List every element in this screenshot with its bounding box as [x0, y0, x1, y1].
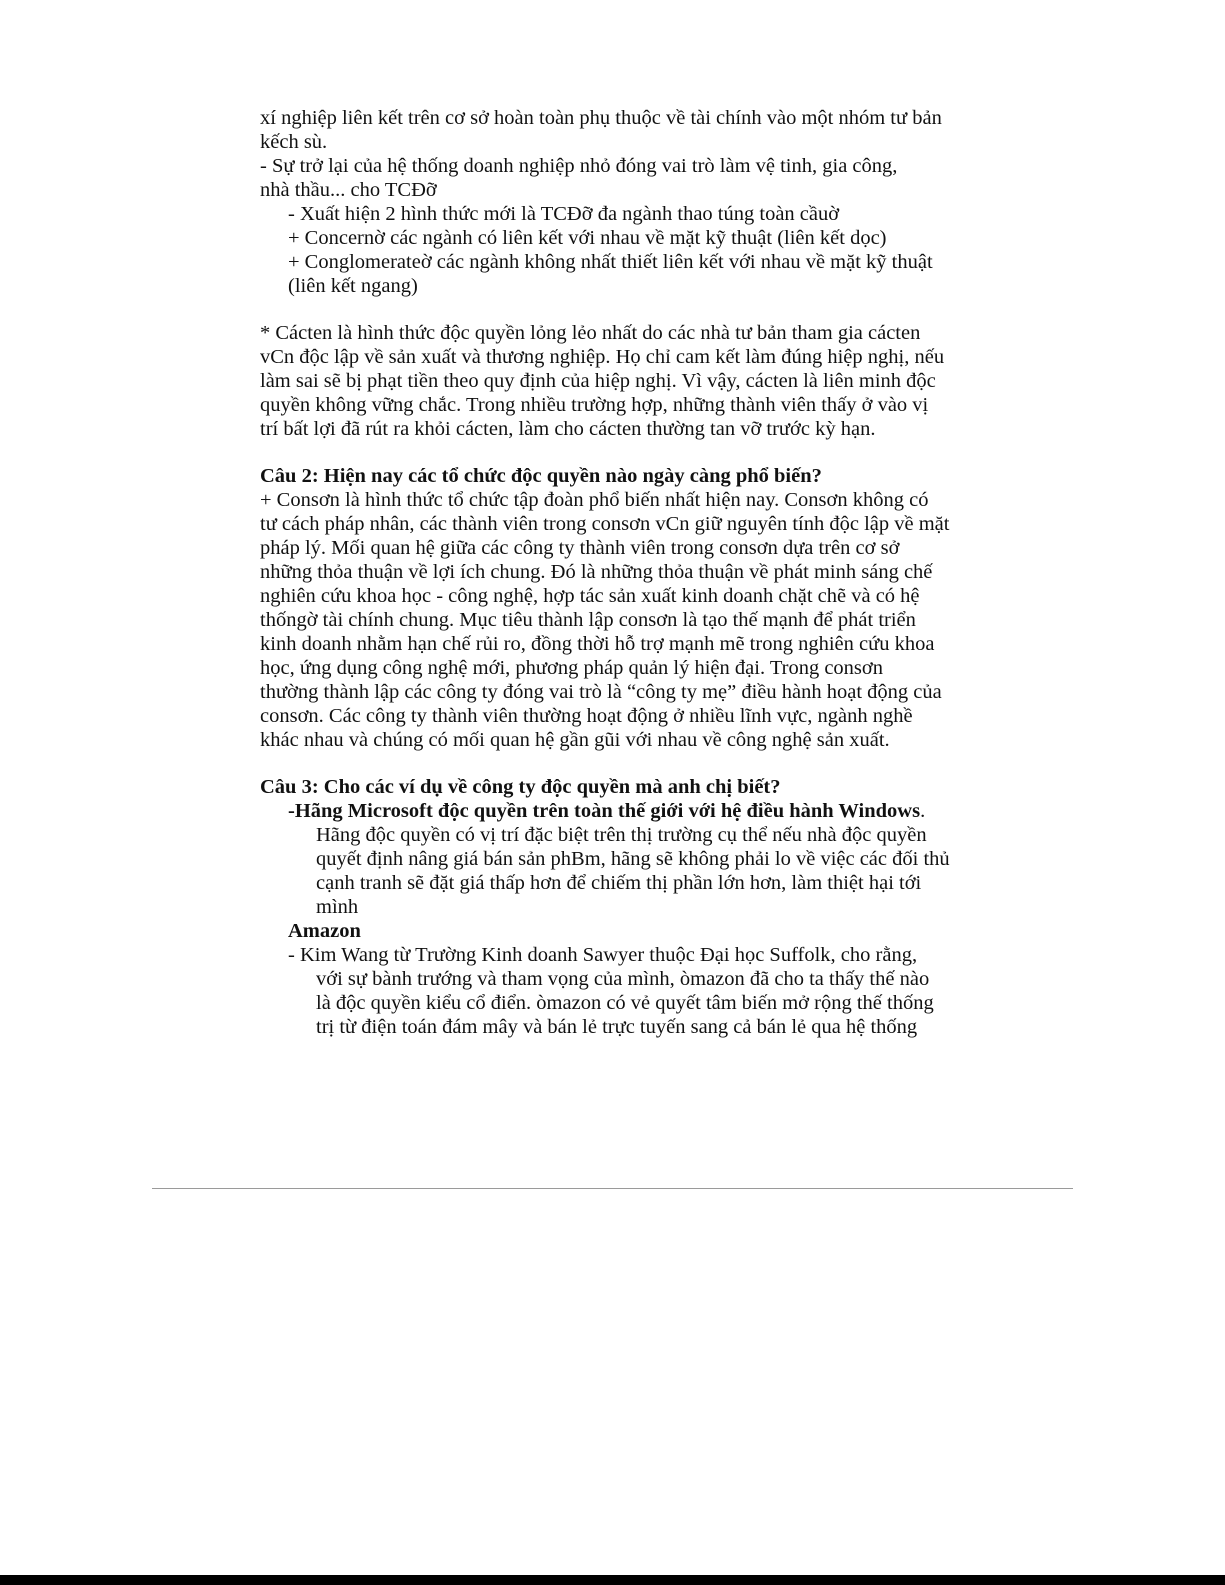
text-line: cạnh tranh sẽ đặt giá thấp hơn để chiếm thị phần lớn hơn, làm thiệt hại tới — [316, 872, 922, 894]
text-line: nghiên cứu khoa học - công nghệ, hợp tác sản xuất kinh doanh chặt chẽ và có hệ — [260, 585, 920, 607]
paragraph-gap — [260, 298, 980, 321]
text-line: + Consơn là hình thức tổ chức tập đoàn phổ biến nhất hiện nay. Consơn không có — [260, 489, 929, 511]
text-line: trị từ điện toán đám mây và bán lẻ trực tuyến sang cả bán lẻ qua hệ thống — [316, 1016, 918, 1038]
text-line: nhà thầu... cho TCĐỡ — [260, 179, 437, 201]
text-line: trí bất lợi đã rút ra khỏi cácten, làm cho cácten thường tan vỡ trước kỳ hạn. — [260, 418, 876, 440]
text-line: - Sự trở lại của hệ thống doanh nghiệp nhỏ đóng vai trò làm vệ tinh, gia công, — [260, 155, 898, 177]
microsoft-heading: -Hãng Microsoft độc quyền trên toàn thế giới với hệ điều hành Windows — [288, 800, 921, 822]
question-heading: Câu 3: Cho các ví dụ về công ty độc quyền mà anh chị biết? — [260, 776, 781, 798]
text-line: quyết định nâng giá bán sản phBm, hãng sẽ không phải lo về việc các đối thủ — [316, 848, 950, 870]
text-line: thốngờ tài chính chung. Mục tiêu thành lập consơn là tạo thế mạnh để phát triển — [260, 609, 916, 631]
text-line: xí nghiệp liên kết trên cơ sở hoàn toàn phụ thuộc về tài chính vào một nhóm tư bản — [260, 107, 942, 129]
text-line: làm sai sẽ bị phạt tiền theo quy định của hiệp nghị. Vì vậy, cácten là liên minh độc — [260, 370, 936, 392]
text-line: + Concernờ các ngành có liên kết với nhau về mặt kỹ thuật (liên kết dọc) — [288, 227, 887, 249]
text-line: pháp lý. Mối quan hệ giữa các công ty thành viên trong consơn dựa trên cơ sở — [260, 537, 900, 559]
text-line: tư cách pháp nhân, các thành viên trong consơn vCn giữ nguyên tính độc lập về mặt — [260, 513, 950, 535]
paragraph-gap — [260, 752, 980, 775]
text-line: mình — [316, 896, 359, 918]
text-line: * Cácten là hình thức độc quyền lỏng lẻo nhất do các nhà tư bản tham gia cácten — [260, 322, 921, 344]
text-line: (liên kết ngang) — [288, 275, 418, 297]
amazon-heading: Amazon — [288, 920, 361, 942]
text-line: - Xuất hiện 2 hình thức mới là TCĐỡ đa ngành thao túng toàn cầuờ — [288, 203, 840, 225]
text-line: + Conglomerateờ các ngành không nhất thiết liên kết với nhau về mặt kỹ thuật — [288, 251, 933, 273]
bottom-edge-bar — [0, 1575, 1225, 1585]
text-line: quyền không vững chắc. Trong nhiều trường hợp, những thành viên thấy ở vào vị — [260, 394, 929, 416]
text-line: khác nhau và chúng có mối quan hệ gần gũi với nhau về công nghệ sản xuất. — [260, 729, 890, 751]
text-line: vCn độc lập về sản xuất và thương nghiệp. Họ chỉ cam kết làm đúng hiệp nghị, nếu — [260, 346, 945, 368]
text-line: học, ứng dụng công nghệ mới, phương pháp quản lý hiện đại. Trong consơn — [260, 657, 883, 679]
text-line: là độc quyền kiểu cổ điển. òmazon có vẻ quyết tâm biến mở rộng thế thống — [316, 992, 934, 1014]
text-line: thường thành lập các công ty đóng vai trò là “công ty mẹ” điều hành hoạt động của — [260, 681, 942, 703]
text-line: Hãng độc quyền có vị trí đặc biệt trên thị trường cụ thể nếu nhà độc quyền — [316, 824, 927, 846]
question-heading: Câu 2: Hiện nay các tổ chức độc quyền nào ngày càng phổ biến? — [260, 465, 822, 487]
text-line: consơn. Các công ty thành viên thường hoạt động ở nhiều lĩnh vực, ngành nghề — [260, 705, 913, 727]
page-divider — [152, 1188, 1073, 1189]
paragraph-gap — [260, 441, 980, 464]
text-line: kếch sù. — [260, 131, 328, 153]
text-line: với sự bành trướng và tham vọng của mình, òmazon đã cho ta thấy thế nào — [316, 968, 930, 990]
text-line: - Kim Wang từ Trường Kinh doanh Sawyer thuộc Đại học Suffolk, cho rằng, — [288, 944, 918, 966]
text-line: những thỏa thuận về lợi ích chung. Đó là những thỏa thuận về phát minh sáng chế — [260, 561, 933, 583]
period: . — [920, 800, 926, 822]
text-line: kinh doanh nhằm hạn chế rủi ro, đồng thời hỗ trợ mạnh mẽ trong nghiên cứu khoa — [260, 633, 935, 655]
example-heading — [260, 799, 980, 823]
document-body — [260, 106, 980, 1039]
